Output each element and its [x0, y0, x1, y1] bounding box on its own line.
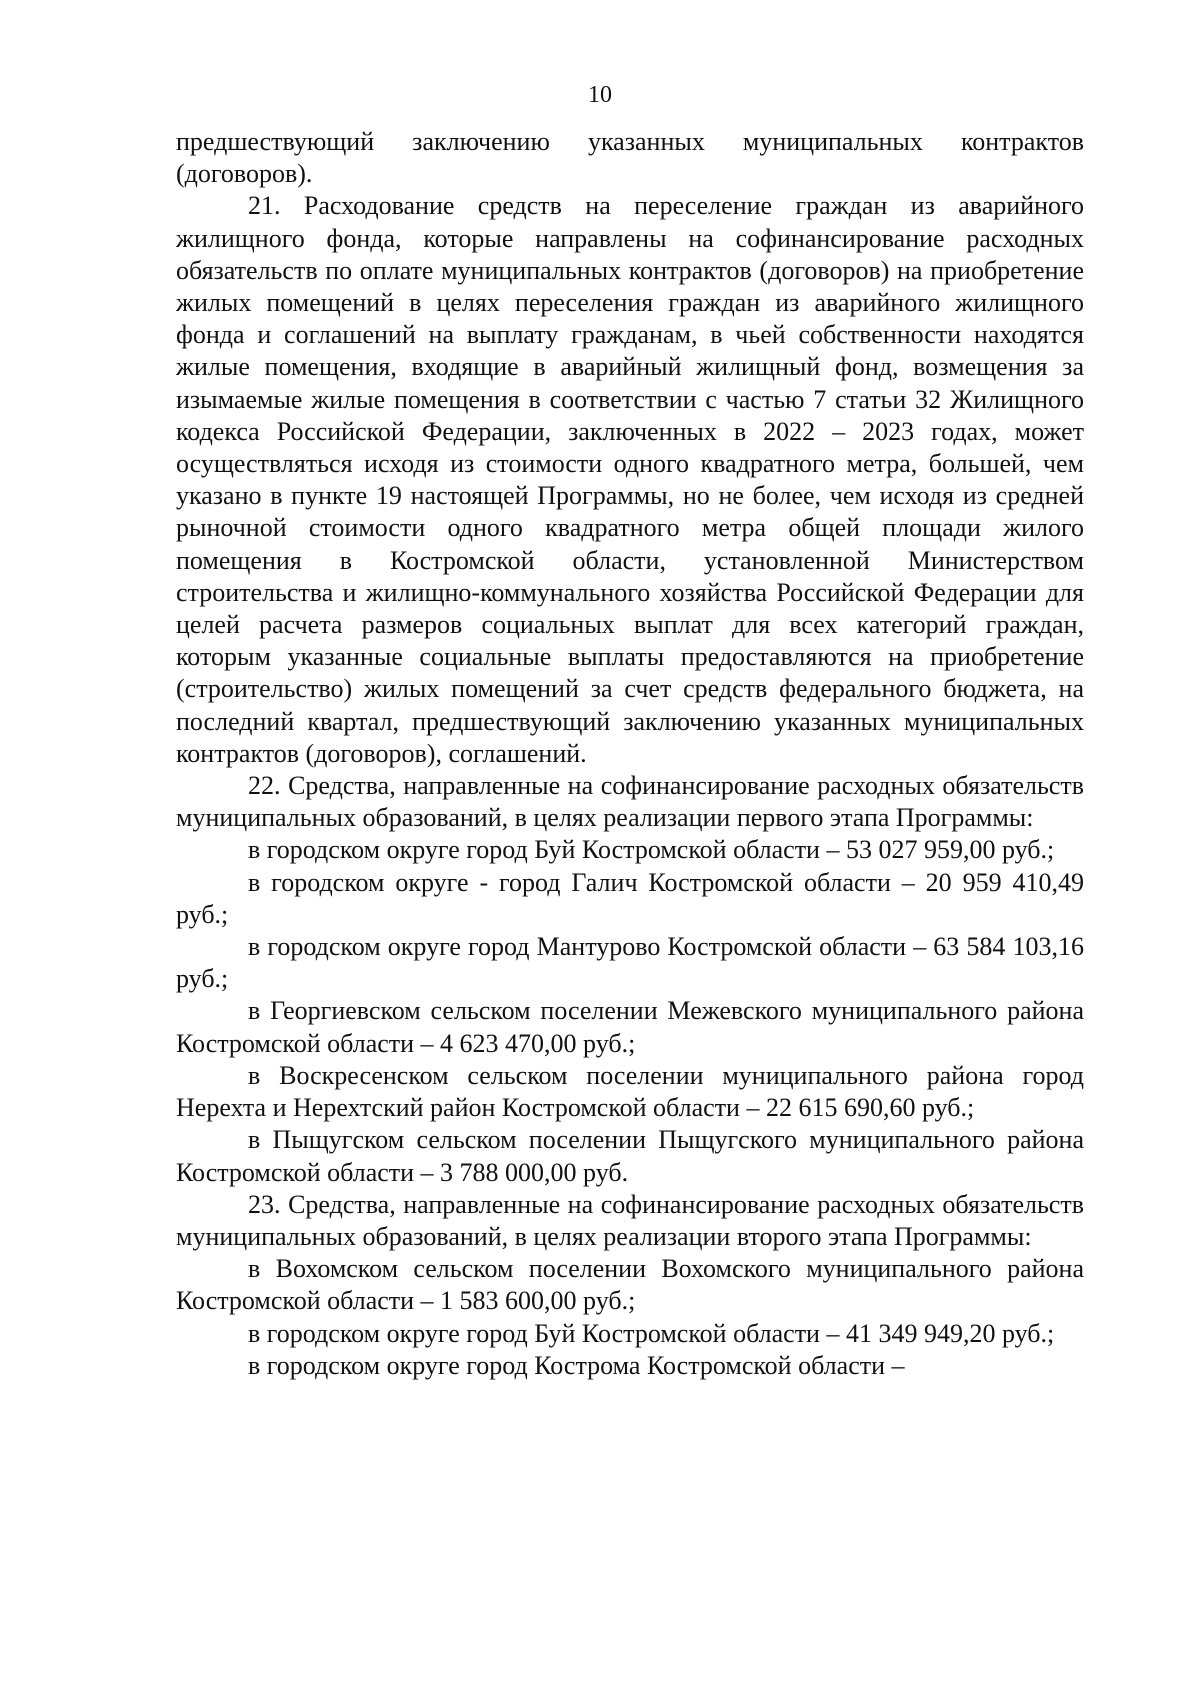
list-item-vokhma: в Вохомском сельском поселении Вохомского муниципального района Костромской области – 1 583 600,00 руб.;	[176, 1254, 1084, 1316]
page-number: 10	[588, 82, 612, 108]
list-item-georgievskoe: в Георгиевском сельском поселении Межевского муниципального района Костромской области – 4 623 470,00 руб.;	[176, 996, 1084, 1058]
list-item-voskresenskoe: в Воскресенском сельском поселении муниципального района город Нерехта и Нерехтский район Костромской области – 22 615 690,60 руб.;	[176, 1060, 1084, 1123]
list-item-bui-stage1: в городском округе город Буй Костромской области – 53 027 959,00 руб.;	[248, 835, 1055, 865]
paragraph-22: 22. Средства, направленные на софинансирование расходных обязательств муниципальных образований, в целях реализации первого этапа Программы:	[176, 771, 1084, 833]
paragraph-continuation: предшествующий заключению указанных муниципальных контрактов (договоров).	[176, 127, 1084, 189]
document-body	[176, 126, 1084, 1382]
list-item-manturovo: в городском округе город Мантурово Костромской области – 63 584 103,16 руб.;	[176, 932, 1084, 994]
list-item-galich: в городском округе - город Галич Костромской области – 20 959 410,49 руб.;	[176, 867, 1084, 929]
list-item-bui-stage2: в городском округе город Буй Костромской области – 41 349 949,20 руб.;	[248, 1318, 1055, 1348]
paragraph-23: 23. Средства, направленные на софинансирование расходных обязательств муниципальных образований, в целях реализации второго этапа Программы:	[176, 1189, 1084, 1251]
paragraph-21: 21. Расходование средств на переселение граждан из аварийного жилищного фонда, которые направлены на софинансирование расходных обязательств по оплате муниципальных контрактов (договоров) на приобретение жилых помещений в целях переселения граждан из аварийного жилищного фонда и соглашений на выплату гражданам, в чьей собственности находятся жилые помещения, входящие в аварийный жилищный фонд, возмещения за изымаемые жилые помещения в соответствии с частью 7 статьи 32 Жилищного кодекса Российской Федерации, заключенных в 2022 – 2023 годах, может осуществляться исходя из стоимости одного квадратного метра, большей, чем указано в пункте 19 настоящей Программы, но не более, чем исходя из средней рыночной стоимости одного квадратного метра общей площади жилого помещения в Костромской области, установленной Министерством строительства и жилищно-коммунального хозяйства Российской Федерации для целей расчета размеров социальных выплат для всех категорий граждан, которым указанные социальные выплаты предоставляются на приобретение (строительство) жилых помещений за счет средств федерального бюджета, на последний квартал, предшествующий заключению указанных муниципальных контрактов (договоров), соглашений.	[176, 191, 1084, 768]
list-item-pyshchug: в Пыщугском сельском поселении Пыщугского муниципального района Костромской области – 3 788 000,00 руб.	[176, 1125, 1084, 1187]
list-item-kostroma: в городском округе город Кострома Костромской области –	[248, 1350, 905, 1380]
